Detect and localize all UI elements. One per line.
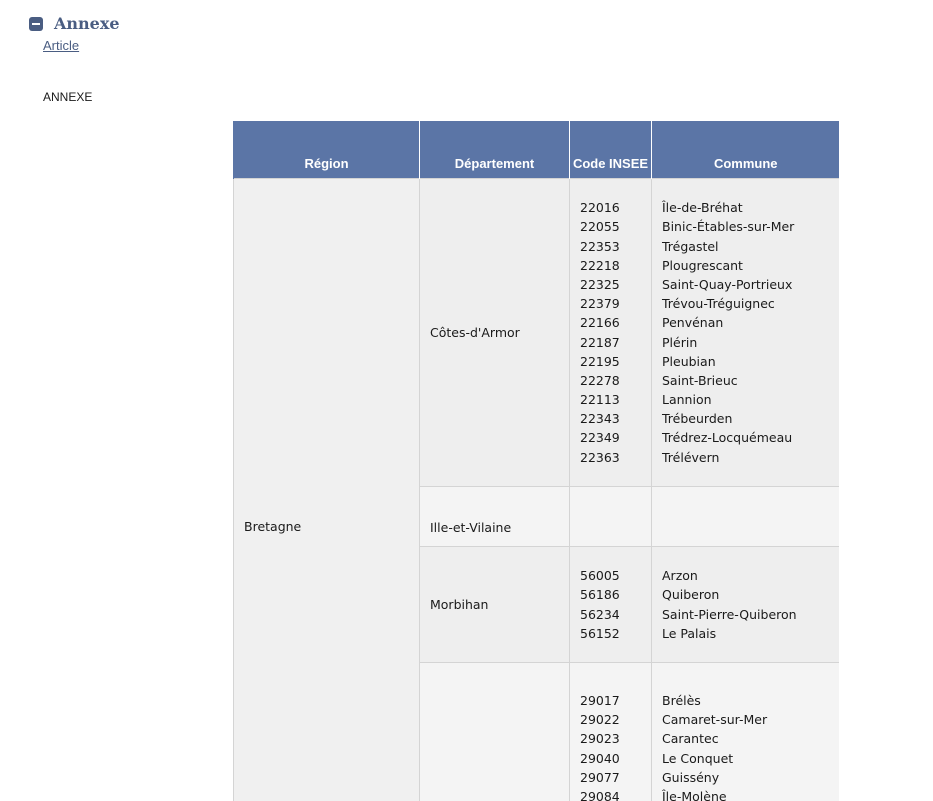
code-item: 22353	[580, 237, 641, 256]
code-cell	[570, 487, 652, 547]
commune-item: Camaret-sur-Mer	[662, 710, 829, 729]
department-cell	[420, 663, 570, 801]
commune-item: Penvénan	[662, 313, 829, 332]
code-item: 22113	[580, 390, 641, 409]
department-cell: Côtes-d'Armor	[420, 179, 570, 487]
header-departement: Département	[420, 121, 570, 179]
commune-item: Carantec	[662, 729, 829, 748]
code-item: 22379	[580, 294, 641, 313]
code-cell	[570, 179, 652, 487]
header-code-insee: Code INSEE	[570, 121, 652, 179]
code-item: 29040	[580, 749, 641, 768]
code-list	[580, 566, 641, 643]
code-item: 56005	[580, 566, 641, 585]
code-item: 22166	[580, 313, 641, 332]
code-item: 22055	[580, 217, 641, 236]
commune-list	[662, 198, 829, 467]
code-item: 56152	[580, 624, 641, 643]
code-item: 22016	[580, 198, 641, 217]
commune-item: Lannion	[662, 390, 829, 409]
code-item: 29084	[580, 787, 641, 801]
code-list	[580, 198, 641, 467]
code-item: 56186	[580, 585, 641, 604]
commune-list	[662, 566, 829, 643]
commune-item: Plérin	[662, 333, 829, 352]
commune-item: Trévou-Tréguignec	[662, 294, 829, 313]
code-item: 22278	[580, 371, 641, 390]
commune-item: Binic-Étables-sur-Mer	[662, 217, 829, 236]
code-list	[580, 663, 641, 801]
code-item: 56234	[580, 605, 641, 624]
commune-cell	[652, 179, 840, 487]
commune-item: Île-de-Bréhat	[662, 198, 829, 217]
code-item: 22343	[580, 409, 641, 428]
commune-cell	[652, 547, 840, 663]
annexe-label: ANNEXE	[43, 90, 92, 104]
code-item: 22218	[580, 256, 641, 275]
commune-item: Guissény	[662, 768, 829, 787]
header-commune: Commune	[652, 121, 840, 179]
code-item: 29023	[580, 729, 641, 748]
annex-table	[233, 121, 839, 801]
code-cell	[570, 547, 652, 663]
commune-item: Trédrez-Locquémeau	[662, 428, 829, 447]
commune-item: Saint-Quay-Portrieux	[662, 275, 829, 294]
code-item: 22195	[580, 352, 641, 371]
department-cell: Ille-et-Vilaine	[420, 487, 570, 547]
code-item: 22363	[580, 448, 641, 467]
table-header-row	[234, 121, 840, 179]
commune-item: Pleubian	[662, 352, 829, 371]
commune-item: Brélès	[662, 691, 829, 710]
header-region: Région	[234, 121, 420, 179]
section-title[interactable]: Annexe	[54, 14, 120, 33]
code-item: 22187	[580, 333, 641, 352]
table-row	[234, 179, 840, 487]
commune-item: Trélévern	[662, 448, 829, 467]
article-link[interactable]: Article	[43, 38, 79, 53]
commune-item: Plougrescant	[662, 256, 829, 275]
code-cell	[570, 663, 652, 801]
section-header	[29, 14, 120, 33]
code-item: 22349	[580, 428, 641, 447]
commune-item: Île-Molène	[662, 787, 829, 801]
commune-list	[662, 663, 829, 801]
code-item: 29022	[580, 710, 641, 729]
commune-item: Trébeurden	[662, 409, 829, 428]
commune-item: Trégastel	[662, 237, 829, 256]
code-item: 29017	[580, 691, 641, 710]
commune-item: Saint-Brieuc	[662, 371, 829, 390]
code-item: 22325	[580, 275, 641, 294]
commune-item: Le Conquet	[662, 749, 829, 768]
commune-cell	[652, 663, 840, 801]
commune-cell	[652, 487, 840, 547]
commune-item: Quiberon	[662, 585, 829, 604]
commune-item: Le Palais	[662, 624, 829, 643]
region-cell: Bretagne	[234, 179, 420, 801]
collapse-icon[interactable]	[29, 17, 43, 31]
commune-item: Arzon	[662, 566, 829, 585]
department-cell: Morbihan	[420, 547, 570, 663]
commune-item: Saint-Pierre-Quiberon	[662, 605, 829, 624]
annex-table-container	[233, 121, 839, 801]
code-item: 29077	[580, 768, 641, 787]
